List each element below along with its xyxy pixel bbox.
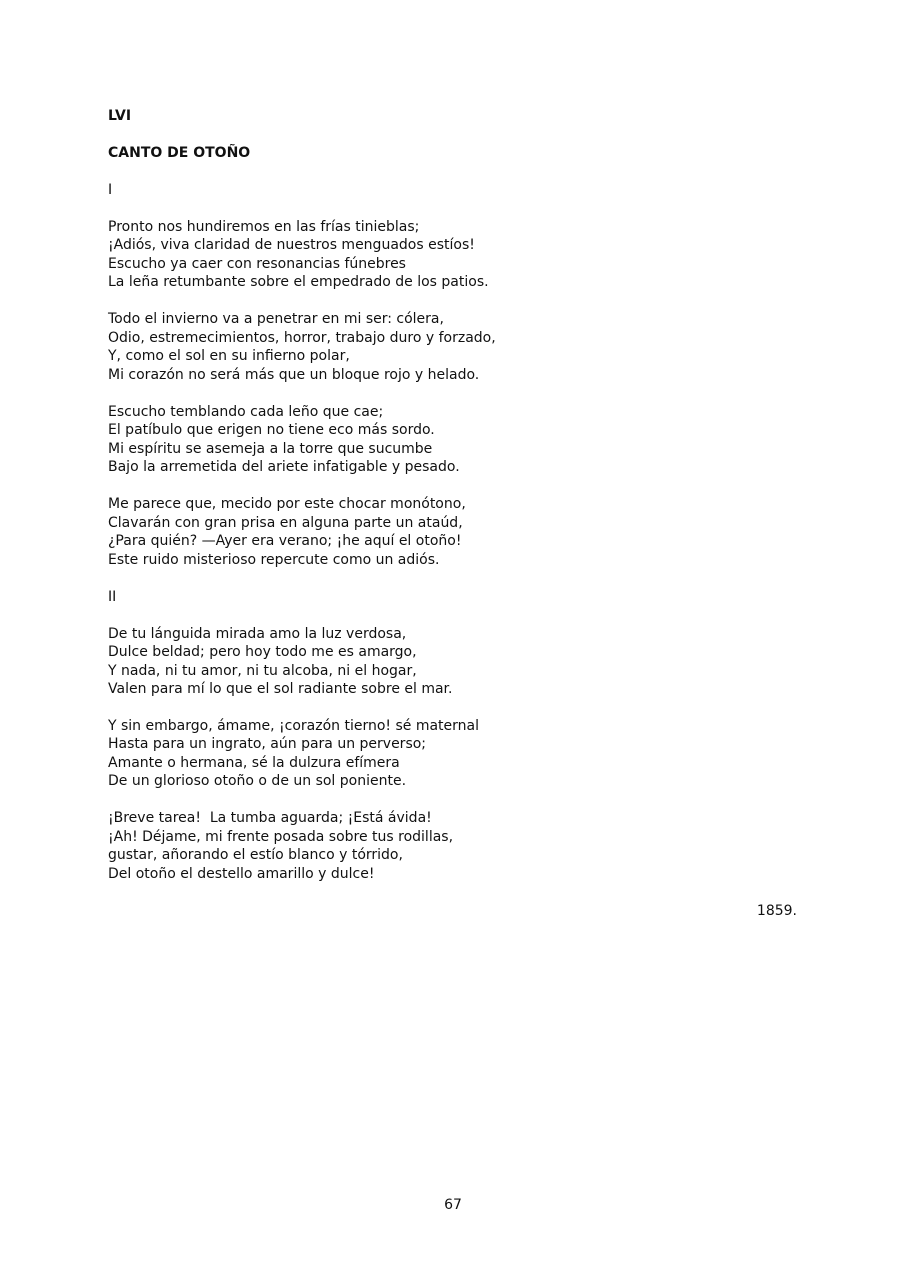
verse-line: Pronto nos hundiremos en las frías tinieblas; <box>108 218 420 235</box>
verse-line: Odio, estremecimientos, horror, trabajo duro y forzado, <box>108 329 496 346</box>
blank-line <box>108 292 808 310</box>
blank-line <box>108 125 808 143</box>
verse-line: Y sin embargo, ámame, ¡corazón tierno! sé maternal <box>108 717 480 734</box>
part-label: I <box>108 181 113 198</box>
poem-title: CANTO DE OTOÑO <box>108 144 251 161</box>
verse-line: ¡Breve tarea! La tumba aguarda; ¡Está ávida! <box>108 810 432 827</box>
verse-line: Me parece que, mecido por este chocar monótono, <box>108 496 466 513</box>
verse-line: Mi espíritu se asemeja a la torre que sucumbe <box>108 440 433 457</box>
verse-line: Mi corazón no será más que un bloque rojo y helado. <box>108 366 480 383</box>
verse-line: De un glorioso otoño o de un sol poniente. <box>108 773 407 790</box>
blank-line <box>108 699 808 717</box>
verse-line: Y, como el sol en su infierno polar, <box>108 348 350 365</box>
verse-line: Valen para mí lo que el sol radiante sobre el mar. <box>108 681 453 698</box>
blank-line <box>108 199 808 217</box>
blank-line <box>108 883 808 901</box>
blank-line <box>108 791 808 809</box>
verse-line: gustar, añorando el estío blanco y tórrido, <box>108 847 403 864</box>
poem <box>108 107 808 920</box>
blank-line <box>108 569 808 587</box>
poem-date: 1859. <box>756 902 797 919</box>
verse-line: Escucho ya caer con resonancias fúnebres <box>108 255 406 272</box>
verse-line: Escucho temblando cada leño que cae; <box>108 403 384 420</box>
part-label: II <box>108 588 117 605</box>
verse-line: Este ruido misterioso repercute como un adiós. <box>108 551 440 568</box>
verse-line: Amante o hermana, sé la dulzura efímera <box>108 754 400 771</box>
page-number: 67 <box>444 1197 462 1213</box>
verse-line: Del otoño el destello amarillo y dulce! <box>108 865 375 882</box>
verse-line: Y nada, ni tu amor, ni tu alcoba, ni el hogar, <box>108 662 417 679</box>
verse-line: Hasta para un ingrato, aún para un perverso; <box>108 736 427 753</box>
verse-line: ¡Adiós, viva claridad de nuestros menguados estíos! <box>108 237 475 254</box>
blank-line <box>108 162 808 180</box>
blank-line <box>108 606 808 624</box>
verse-line: La leña retumbante sobre el empedrado de los patios. <box>108 274 489 291</box>
verse-line: Todo el invierno va a penetrar en mi ser: cólera, <box>108 311 444 328</box>
blank-line <box>108 477 808 495</box>
verse-line: ¿Para quién? —Ayer era verano; ¡he aquí el otoño! <box>108 533 462 550</box>
verse-line: Dulce beldad; pero hoy todo me es amargo, <box>108 644 417 661</box>
verse-line: Clavarán con gran prisa en alguna parte un ataúd, <box>108 514 463 531</box>
verse-line: ¡Ah! Déjame, mi frente posada sobre tus rodillas, <box>108 828 454 845</box>
verse-line: De tu lánguida mirada amo la luz verdosa, <box>108 625 407 642</box>
verse-line: Bajo la arremetida del ariete infatigable y pesado. <box>108 459 460 476</box>
blank-line <box>108 384 808 402</box>
verse-line: El patíbulo que erigen no tiene eco más sordo. <box>108 422 435 439</box>
poem-number: LVI <box>108 108 132 124</box>
